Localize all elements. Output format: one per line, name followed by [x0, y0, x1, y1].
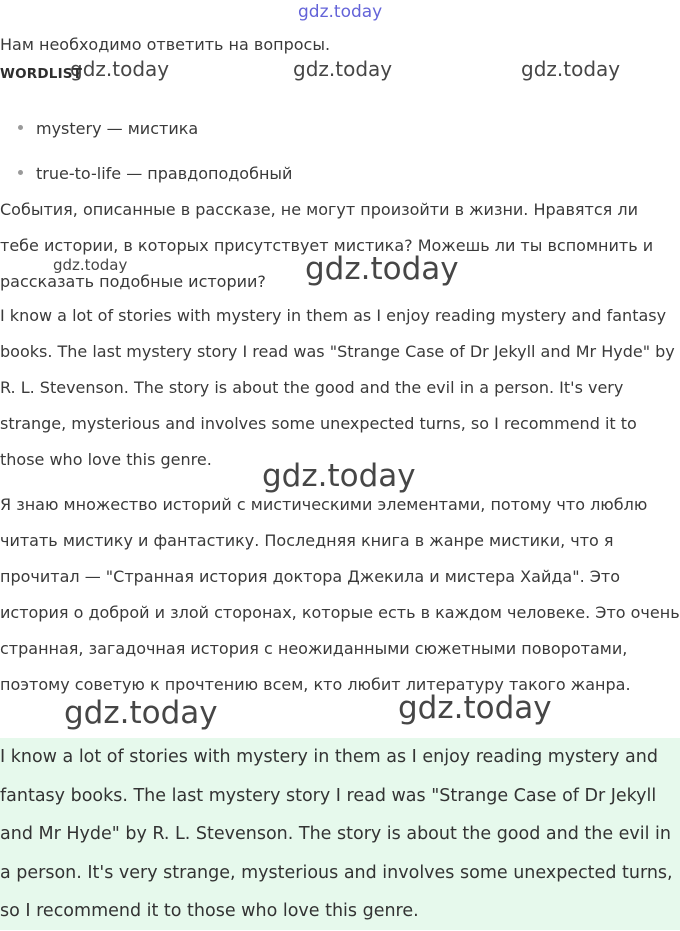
watermark: gdz.today [53, 256, 128, 274]
intro-text: Нам необходимо ответить на вопросы. [0, 35, 331, 54]
wordlist-item-text: true-to-life — правдоподобный [36, 164, 293, 183]
answer-english: I know a lot of stories with mystery in them as I enjoy reading mystery and fantasy books. The last mystery story I read was "Strange Case of Dr Jekyll and Mr Hyde" by R. L. Stevenson. The story is about the good and the evil in a person. It's very strange, mysterious and involves some unexpected turns, so I recommend it to those who love this genre. [0, 306, 675, 469]
wordlist-item [18, 119, 198, 138]
watermark: gdz.today [305, 251, 459, 287]
bullet-icon [18, 125, 23, 130]
watermark: gdz.today [293, 57, 393, 81]
watermark: gdz.today [521, 57, 621, 81]
watermark: gdz.today [70, 57, 170, 81]
watermark: gdz.today [262, 458, 416, 494]
wordlist-item-text: mystery — мистика [36, 119, 199, 138]
watermark: gdz.today [64, 695, 218, 731]
answer-russian: Я знаю множество историй с мистическими элементами, потому что люблю читать мистику и фантастику. Последняя книга в жанре мистики, что я прочитал — "Странная история доктора Джекила и мистера Хайда". Это история о доброй и злой сторонах, которые есть в каждом человеке. Это очень странная, загадочная история с неожиданными сюжетными поворотами, поэтому советую к прочтению всем, кто любит литературу такого жанра. [0, 495, 680, 694]
bullet-icon [18, 170, 23, 175]
wordlist-heading: WORDLIST [0, 66, 83, 82]
watermark: gdz.today [398, 690, 552, 726]
question-text: События, описанные в рассказе, не могут произойти в жизни. Нравятся ли тебе истории, в которых присутствует мистика? Можешь ли ты вспомнить и рассказать подобные истории? [0, 200, 654, 291]
answer-final: I know a lot of stories with mystery in them as I enjoy reading mystery and fantasy books. The last mystery story I read was "Strange Case of Dr Jekyll and Mr Hyde" by R. L. Stevenson. The story is about the good and the evil in a person. It's very strange, mysterious and involves some unexpected turns, so I recommend it to those who love this genre. [0, 747, 673, 921]
wordlist-item [18, 164, 292, 183]
highlighted-answer-box [0, 738, 680, 930]
watermark-top: gdz.today [298, 2, 383, 22]
